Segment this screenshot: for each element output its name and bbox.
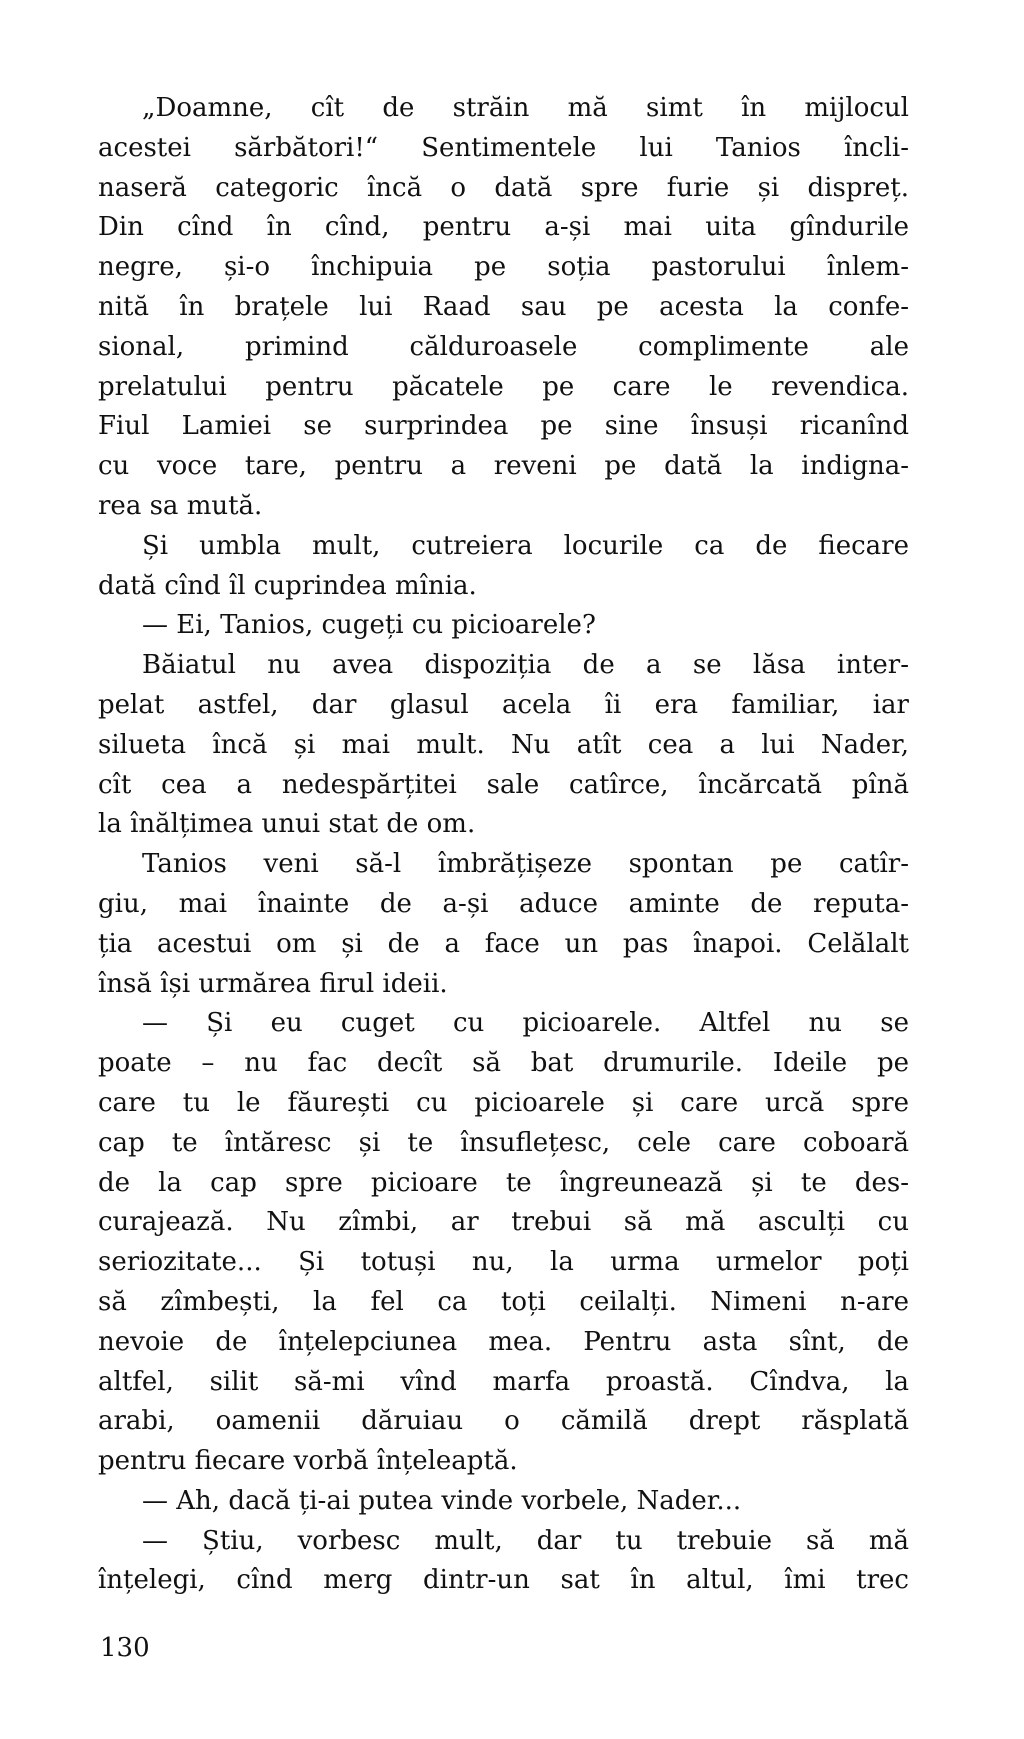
text-line: naseră categoric încă o dată spre furie și dispreț. [98, 172, 909, 203]
text-line: poate – nu fac decît să bat drumurile. Ideile pe [98, 1048, 909, 1079]
text-line: giu, mai înainte de a-și aduce aminte de reputa- [98, 888, 909, 919]
text-line: nevoie de înțelepciunea mea. Pentru asta sînt, de [98, 1326, 909, 1357]
text-line: nită în brațele lui Raad sau pe acesta la confe- [98, 291, 909, 322]
text-line: — Știu, vorbesc mult, dar tu trebuie să mă [142, 1525, 909, 1556]
text-line: „Doamne, cît de străin mă simt în mijlocul [142, 93, 909, 123]
text-line: ția acestui om și de a face un pas înapoi. Celălalt [98, 928, 909, 959]
text-line: Băiatul nu avea dispoziția de a se lăsa inter- [142, 650, 909, 681]
text-line: negre, și-o închipuia pe soția pastorului înlem- [98, 252, 909, 283]
text-line: însă își urmărea firul ideii. [98, 968, 448, 999]
text-line: care tu le făurești cu picioarele și care urcă spre [98, 1087, 909, 1118]
text-line: silueta încă și mai mult. Nu atît cea a lui Nader, [98, 729, 909, 760]
paragraph [98, 1004, 909, 1482]
text-line: să zîmbești, la fel ca toți ceilalți. Nimeni n-are [98, 1286, 909, 1317]
paragraph [98, 89, 909, 527]
paragraph [98, 527, 909, 607]
text-line: rea sa mută. [98, 490, 263, 521]
paragraph [98, 646, 909, 845]
text-line: cap te întăresc și te însuflețesc, cele care coboară [98, 1127, 909, 1158]
text-line: arabi, oamenii dăruiau o cămilă drept răsplată [98, 1406, 909, 1437]
text-line: de la cap spre picioare te îngreunează și te des- [98, 1167, 909, 1198]
text-line: — Ah, dacă ți-ai putea vinde vorbele, Nader... [142, 1485, 742, 1516]
text-line: altfel, silit să-mi vînd marfa proastă. Cîndva, la [98, 1366, 909, 1397]
text-line: prelatului pentru păcatele pe care le revendica. [98, 371, 909, 402]
text-line: înțelegi, cînd merg dintr-un sat în altul, îmi trec [98, 1565, 909, 1596]
text-line: pelat astfel, dar glasul acela îi era familiar, iar [98, 689, 909, 720]
text-line: Tanios veni să-l îmbrățișeze spontan pe catîr- [142, 849, 909, 880]
body-text [98, 89, 909, 1601]
text-line: cît cea a nedespărțitei sale catîrce, încărcată pînă [98, 769, 909, 800]
text-line: — Și eu cuget cu picioarele. Altfel nu se [142, 1008, 909, 1039]
text-line: seriozitate... Și totuși nu, la urma urmelor poți [98, 1247, 909, 1278]
text-line: Din cînd în cînd, pentru a-și mai uita gîndurile [98, 212, 909, 243]
text-line: dată cînd îl cuprindea mînia. [98, 570, 477, 601]
text-line: cu voce tare, pentru a reveni pe dată la indigna- [98, 451, 909, 482]
text-line: pentru fiecare vorbă înțeleaptă. [98, 1446, 518, 1477]
paragraph [98, 1482, 909, 1522]
text-line: sional, primind călduroasele complimente ale [98, 331, 909, 362]
text-line: la înălțimea unui stat de om. [98, 809, 476, 840]
paragraph [98, 845, 909, 1004]
paragraph [98, 606, 909, 646]
page-number: 130 [100, 1633, 150, 1663]
text-line: — Ei, Tanios, cugeți cu picioarele? [142, 610, 596, 641]
paragraph [98, 1522, 909, 1602]
text-line: Și umbla mult, cutreiera locurile ca de fiecare [142, 530, 909, 561]
text-line: acestei sărbători!“ Sentimentele lui Tanios încli- [98, 132, 909, 163]
text-line: Fiul Lamiei se surprindea pe sine însuși ricanînd [98, 411, 909, 442]
text-line: curajează. Nu zîmbi, ar trebui să mă asculți cu [98, 1207, 909, 1238]
